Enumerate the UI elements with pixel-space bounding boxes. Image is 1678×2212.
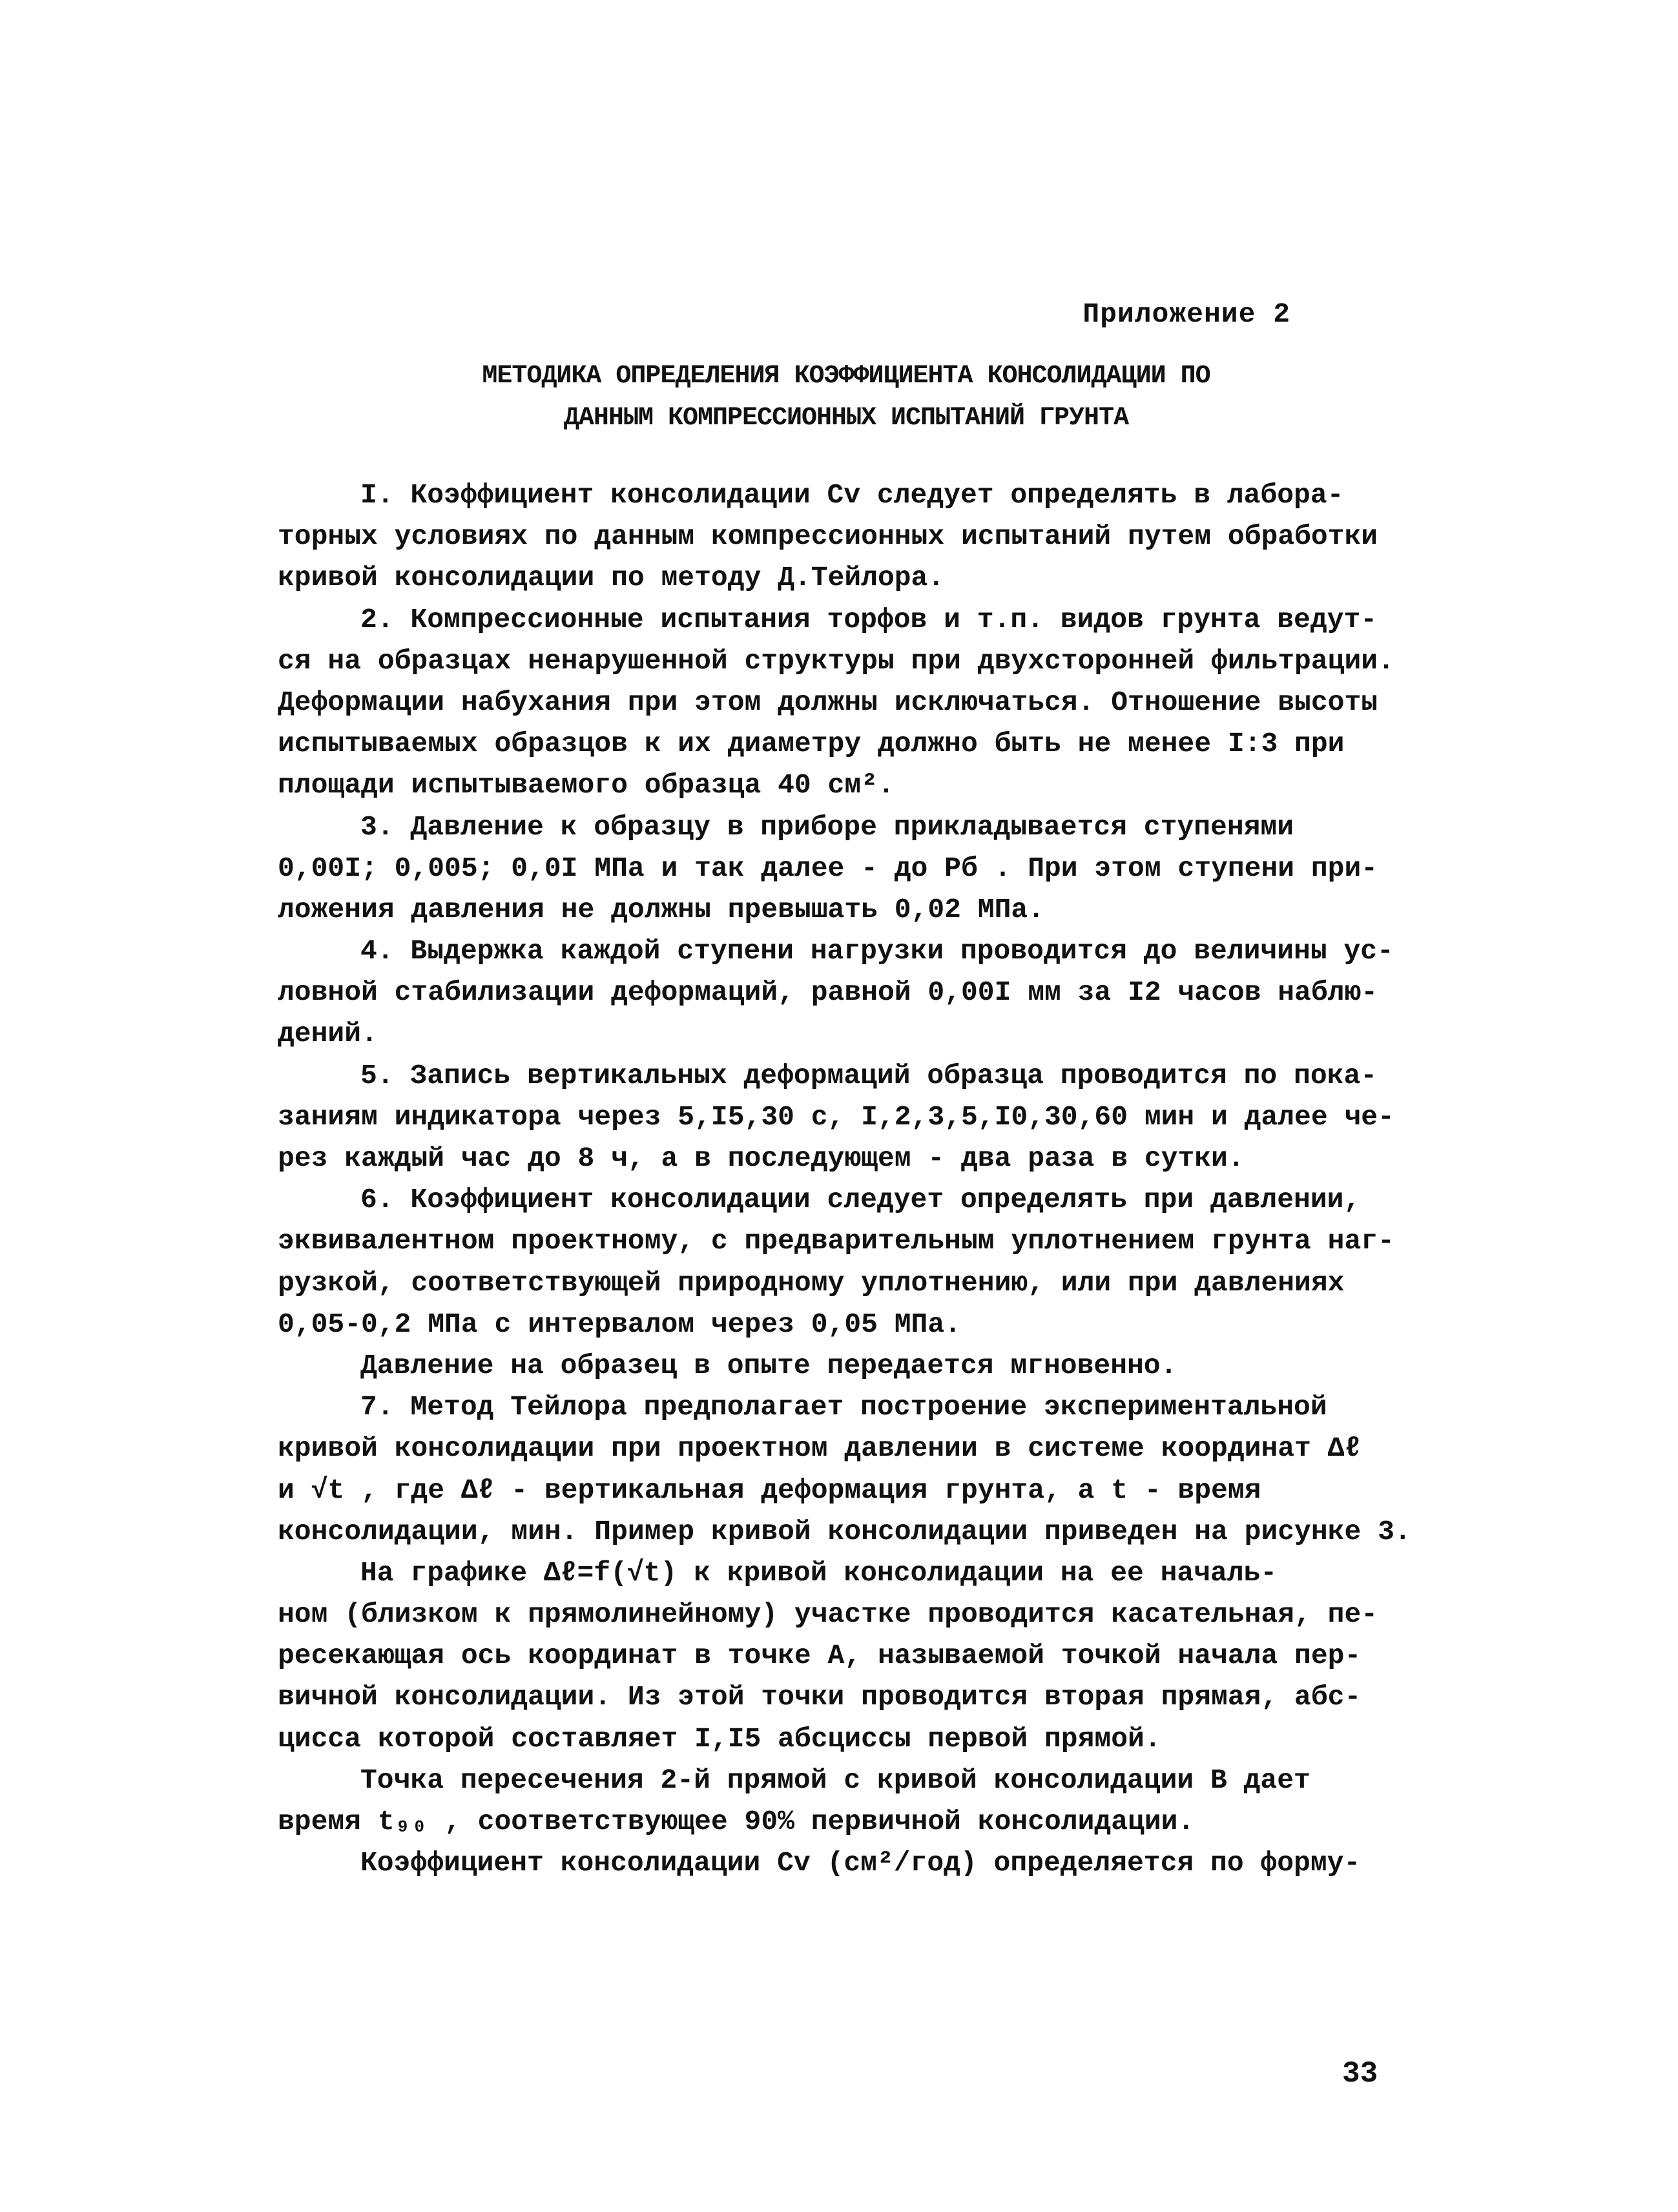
text-line: 0,05-0,2 МПа с интервалом через 0,05 МПа.: [278, 1308, 961, 1340]
text-line: заниям индикатора через 5,I5,30 с, I,2,3,5,I0,30,60 мин и далее че-: [278, 1101, 1394, 1133]
text-line: Точка пересечения 2-й прямой с кривой консолидации B дает: [360, 1764, 1310, 1796]
text-line: вичной консолидации. Из этой точки проводится вторая прямая, абс-: [278, 1681, 1362, 1713]
text-line: 6. Коэффициент консолидации следует определять при давлении,: [360, 1184, 1361, 1216]
text-line: эквивалентном проектному, с предварительным уплотнением грунта наг-: [278, 1225, 1394, 1257]
text-line: 4. Выдержка каждой ступени нагрузки проводится до величины ус-: [360, 935, 1394, 967]
title-line-1: МЕТОДИКА ОПРЕДЕЛЕНИЯ КОЭФФИЦИЕНТА КОНСОЛИДАЦИИ ПО: [482, 362, 1210, 391]
text-line: I. Коэффициент консолидации Cv следует определять в лабора-: [360, 479, 1344, 511]
text-line: площади испытываемого образца 40 см².: [278, 769, 895, 801]
text-line: 5. Запись вертикальных деформаций образца проводится по пока-: [360, 1059, 1378, 1091]
text-line: время t₉₀ , соответствующее 90% первичной консолидации.: [278, 1806, 1195, 1837]
title-line-2: ДАННЫМ КОМПРЕССИОННЫХ ИСПЫТАНИЙ ГРУНТА: [563, 404, 1129, 433]
text-line: Деформации набухания при этом должны исключаться. Отношение высоты: [278, 686, 1378, 718]
text-line: и √t , где Δℓ - вертикальная деформация грунта, а t - время: [278, 1474, 1261, 1506]
text-line: ном (близком к прямолинейному) участке проводится касательная, пе-: [278, 1598, 1378, 1631]
text-line: 2. Компрессионные испытания торфов и т.п. видов грунта ведут-: [360, 603, 1378, 636]
text-line: ресекающая ось координат в точке А, называемой точкой начала пер-: [278, 1640, 1362, 1672]
text-line: ложения давления не должны превышать 0,02 МПа.: [278, 893, 1044, 925]
text-line: рез каждый час до 8 ч, а в последующем - два раза в сутки.: [278, 1142, 1245, 1174]
text-line: кривой консолидации при проектном давлении в системе координат Δℓ: [278, 1432, 1362, 1465]
text-line: Коэффициент консолидации Cv (см²/год) определяется по форму-: [360, 1847, 1361, 1879]
text-line: цисса которой составляет I,I5 абсциссы первой прямой.: [278, 1722, 1161, 1755]
text-line: дений.: [278, 1018, 378, 1050]
text-line: испытываемых образцов к их диаметру должно быть не менее I:3 при: [278, 728, 1345, 760]
text-line: консолидации, мин. Пример кривой консолидации приведен на рисунке 3.: [278, 1515, 1411, 1547]
text-line: ловной стабилизации деформаций, равной 0,00I мм за I2 часов наблю-: [278, 977, 1378, 1009]
text-line: торных условиях по данным компрессионных испытаний путем обработки: [278, 521, 1378, 553]
text-line: кривой консолидации по методу Д.Тейлора.: [278, 562, 945, 594]
text-line: 7. Метод Тейлора предполагает построение экспериментальной: [360, 1391, 1327, 1423]
text-line: 3. Давление к образцу в приборе прикладывается ступенями: [360, 811, 1294, 843]
text-line: ся на образцах ненарушенной структуры при двухсторонней фильтрации.: [278, 645, 1394, 677]
text-line: На графике Δℓ=f(√t) к кривой консолидации на ее началь-: [360, 1556, 1278, 1589]
text-line: рузкой, соответствующей природному уплотнению, или при давлениях: [278, 1266, 1345, 1299]
appendix-label: Приложение 2: [1082, 298, 1290, 330]
body-text: [278, 475, 1411, 1884]
text-line: 0,00I; 0,005; 0,0I МПа и так далее - до Pб . При этом ступени при-: [278, 852, 1378, 884]
page-number: 33: [1342, 2057, 1378, 2091]
text-line: Давление на образец в опыте передается мгновенно.: [360, 1349, 1177, 1381]
